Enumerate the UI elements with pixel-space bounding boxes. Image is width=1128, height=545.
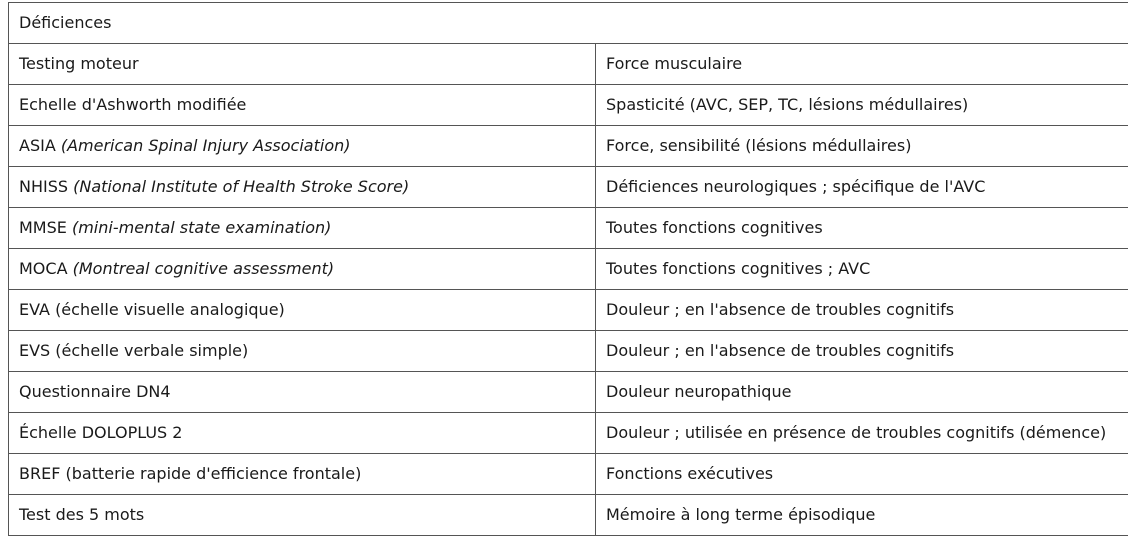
table-row (9, 44, 1128, 85)
test-name: BREF (batterie rapide d'efficience frontale) (19, 464, 362, 483)
test-use-cell: Douleur neuropathique (596, 372, 1128, 413)
table-row (9, 290, 1128, 331)
test-name: Test des 5 mots (19, 505, 145, 524)
test-use-cell: Toutes fonctions cognitives (596, 208, 1128, 249)
test-name-cell (9, 44, 596, 85)
test-use-cell: Spasticité (AVC, SEP, TC, lésions médullaires) (596, 85, 1128, 126)
test-name-cell (9, 290, 596, 331)
test-use-cell: Déficiences neurologiques ; spécifique de l'AVC (596, 167, 1128, 208)
test-use-cell: Mémoire à long terme épisodique (596, 495, 1128, 536)
test-name: Echelle d'Ashworth modifiée (19, 95, 247, 114)
test-name: NHISS (19, 177, 69, 196)
table-row (9, 167, 1128, 208)
test-full-name: (mini-mental state examination) (71, 218, 332, 237)
table-row (9, 454, 1128, 495)
test-name: EVS (échelle verbale simple) (19, 341, 249, 360)
test-full-name: (Montreal cognitive assessment) (72, 259, 335, 278)
table-row (9, 126, 1128, 167)
deficiences-table (8, 2, 1128, 536)
test-use-cell: Douleur ; en l'absence de troubles cognitifs (596, 290, 1128, 331)
test-name-cell (9, 249, 596, 290)
test-name-cell (9, 208, 596, 249)
test-name-cell (9, 454, 596, 495)
table-row (9, 495, 1128, 536)
table-row (9, 208, 1128, 249)
table-row (9, 331, 1128, 372)
deficiences-table-container (8, 2, 1128, 536)
test-name-cell (9, 372, 596, 413)
test-name-cell (9, 126, 596, 167)
test-name-cell (9, 495, 596, 536)
test-name: Testing moteur (19, 54, 139, 73)
test-use-cell: Douleur ; utilisée en présence de troubles cognitifs (démence) (596, 413, 1128, 454)
test-name: Questionnaire DN4 (19, 382, 171, 401)
test-use-cell: Force musculaire (596, 44, 1128, 85)
test-name: MOCA (19, 259, 68, 278)
test-name: ASIA (19, 136, 56, 155)
test-name-cell (9, 331, 596, 372)
test-name: MMSE (19, 218, 67, 237)
table-row (9, 413, 1128, 454)
test-full-name: (National Institute of Health Stroke Score) (73, 177, 410, 196)
test-name: Échelle DOLOPLUS 2 (19, 423, 183, 442)
test-name-cell (9, 167, 596, 208)
test-use-cell: Force, sensibilité (lésions médullaires) (596, 126, 1128, 167)
test-name-cell (9, 413, 596, 454)
test-use-cell: Douleur ; en l'absence de troubles cognitifs (596, 331, 1128, 372)
table-row (9, 249, 1128, 290)
test-use-cell: Toutes fonctions cognitives ; AVC (596, 249, 1128, 290)
table-row (9, 372, 1128, 413)
table-header-row (9, 3, 1128, 44)
test-name: EVA (échelle visuelle analogique) (19, 300, 285, 319)
test-name-cell (9, 85, 596, 126)
test-full-name: (American Spinal Injury Association) (60, 136, 351, 155)
table-row (9, 85, 1128, 126)
test-use-cell: Fonctions exécutives (596, 454, 1128, 495)
table-header: Déficiences (9, 3, 1128, 44)
